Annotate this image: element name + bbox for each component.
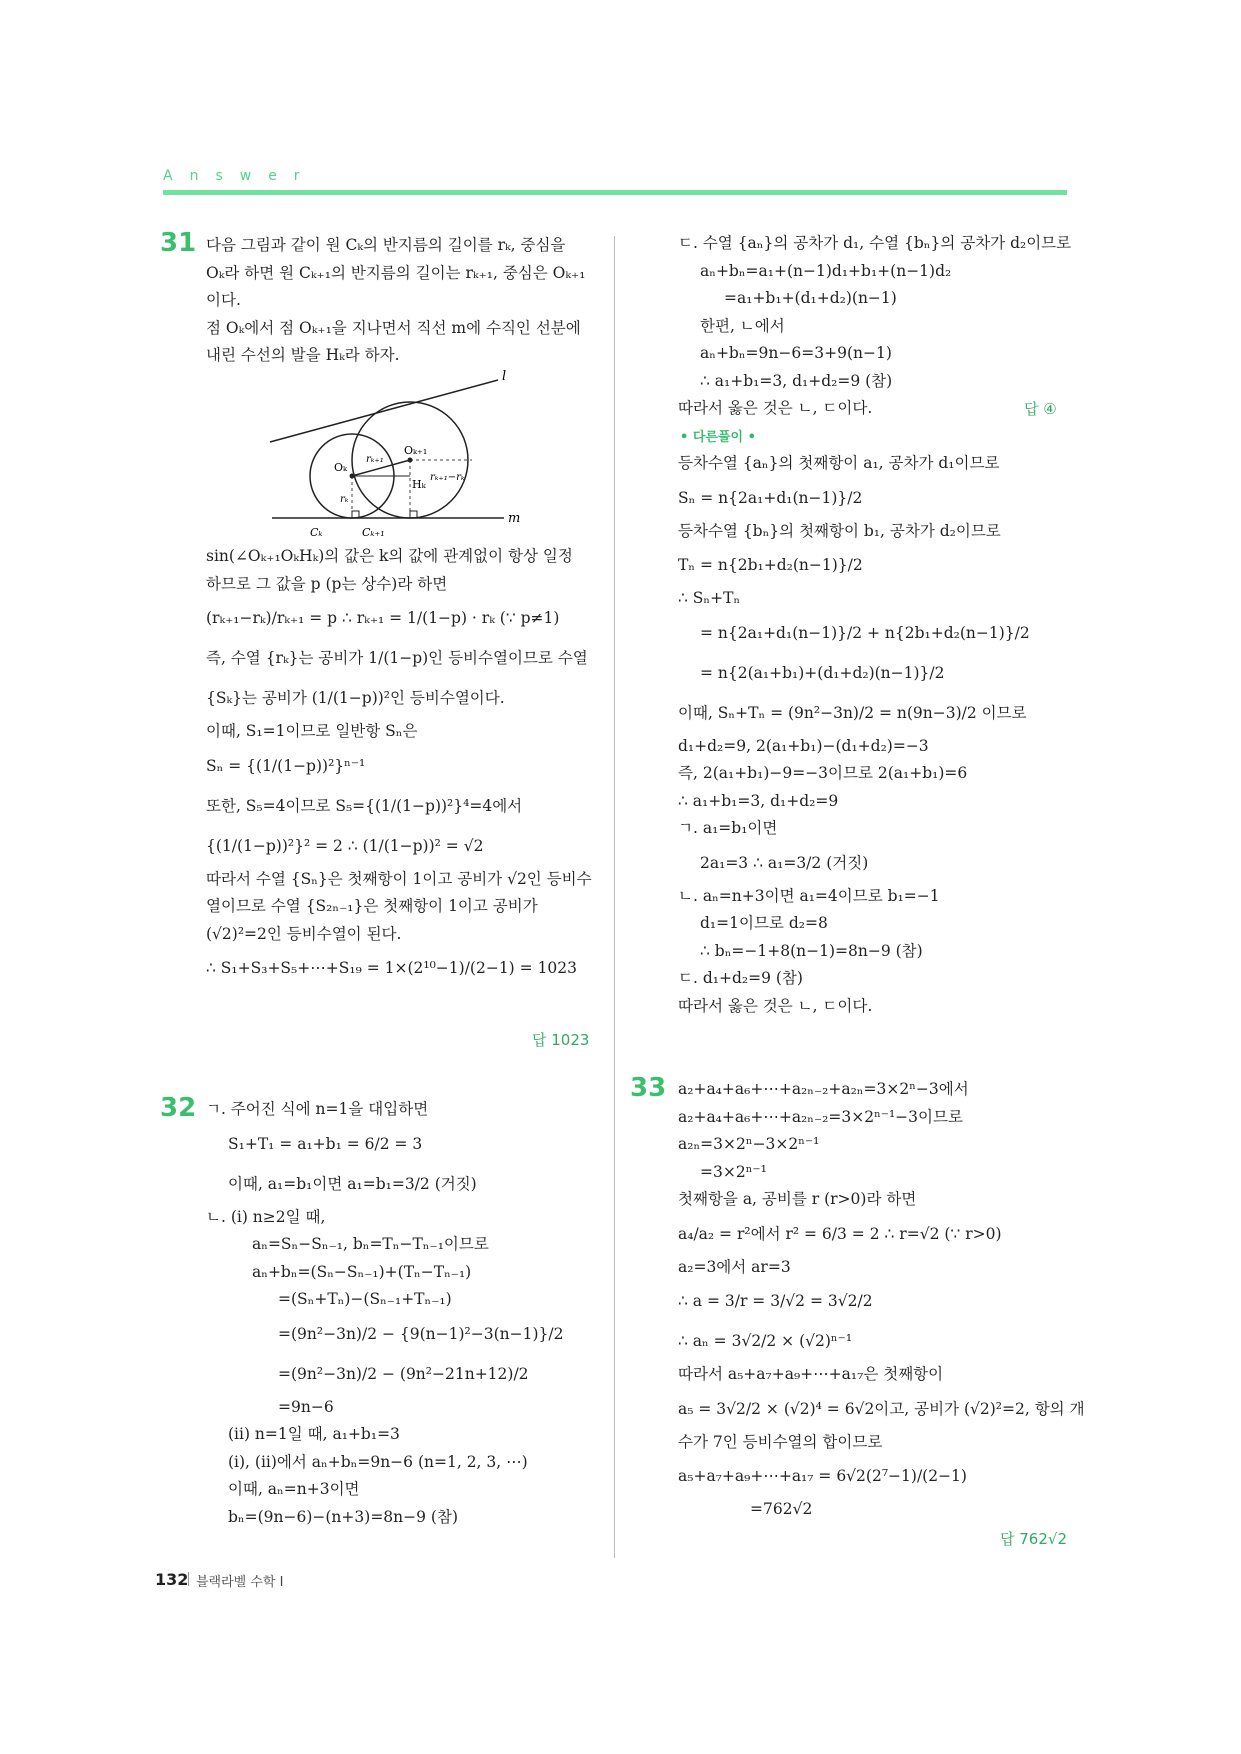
- text-line: ㄷ. 수열 {aₙ}의 공차가 d₁, 수열 {bₙ}의 공차가 d₂이므로: [678, 234, 1072, 252]
- text-line: (√2)²=2인 등비수열이 된다.: [206, 924, 402, 943]
- label-ck1: Cₖ₊₁: [362, 526, 385, 539]
- equation-line: {(1/(1−p))²}² = 2 ∴ (1/(1−p))² = √2: [206, 836, 484, 855]
- equation-line: =(Sₙ+Tₙ)−(Sₙ₋₁+Tₙ₋₁): [278, 1290, 452, 1308]
- center-ok1: [408, 458, 413, 463]
- page-number: 132: [155, 1570, 189, 1589]
- equation-line: ∴ aₙ = 3√2/2 × (√2)ⁿ⁻¹: [678, 1332, 853, 1350]
- q31-intro: [206, 232, 585, 370]
- equation-line: =(9n²−3n)/2 − {9(n−1)²−3(n−1)}/2: [278, 1324, 564, 1343]
- label-ok1: Oₖ₊₁: [404, 444, 428, 457]
- header-rule: [163, 190, 1067, 195]
- label-m: m: [508, 511, 521, 526]
- text-line: (ii) n=1일 때, a₁+b₁=3: [228, 1425, 400, 1443]
- q33-solution: [678, 1076, 1085, 1524]
- equation-line: a₄/a₂ = r²에서 r² = 6/3 = 2 ∴ r=√2 (∵ r>0): [678, 1224, 1002, 1243]
- equation-line: =762√2: [750, 1500, 813, 1518]
- text-line: 이때, a₁=b₁이면 a₁=b₁=3/2 (거짓): [228, 1174, 477, 1193]
- text-line: 내린 수선의 발을 Hₖ라 하자.: [206, 346, 400, 364]
- text-line: 이때, S₁=1이므로 일반항 Sₙ은: [206, 722, 418, 740]
- label-diff: rₖ₊₁−rₖ: [430, 472, 465, 483]
- q32-part-b: [678, 230, 1071, 423]
- question-number-32: 32: [160, 1093, 197, 1123]
- equation-line: aₙ+bₙ=(Sₙ−Sₙ₋₁)+(Tₙ−Tₙ₋₁): [252, 1262, 472, 1281]
- text-line: ㄴ. aₙ=n+3이면 a₁=4이므로 b₁=−1: [678, 886, 940, 905]
- text-line: 등차수열 {aₙ}의 첫째항이 a₁, 공차가 d₁이므로: [678, 454, 1000, 472]
- q32-alt-solution: [678, 450, 1030, 1020]
- q32-part-a: [206, 1096, 563, 1531]
- text-line: {Sₖ}는 공비가 (1/(1−p))²인 등비수열이다.: [206, 689, 505, 707]
- equation-line: Sₙ = n{2a₁+d₁(n−1)}/2: [678, 488, 863, 507]
- header-title: Answer: [163, 168, 317, 184]
- text-line: 즉, 수열 {rₖ}는 공비가 1/(1−p)인 등비수열이므로 수열: [206, 649, 588, 667]
- equation-line: ∴ a₁+b₁=3, d₁+d₂=9 (참): [700, 371, 893, 390]
- equation-line: d₁=1이므로 d₂=8: [700, 914, 828, 932]
- equation-line: 이때, Sₙ+Tₙ = (9n²−3n)/2 = n(9n−3)/2 이므로: [678, 703, 1027, 722]
- text-line: 따라서 수열 {Sₙ}은 첫째항이 1이고 공비가 √2인 등비수: [206, 869, 592, 888]
- book-title: 블랙라벨 수학 Ⅰ: [196, 1575, 284, 1590]
- text-line: 이다.: [206, 291, 241, 309]
- label-hk: Hₖ: [412, 478, 426, 491]
- text-line: Oₖ라 하면 원 Cₖ₊₁의 반지름의 길이는 rₖ₊₁, 중심은 Oₖ₊₁: [206, 263, 586, 282]
- text-line: ㄱ. a₁=b₁이면: [678, 819, 778, 837]
- equation-line: 2a₁=3 ∴ a₁=3/2 (거짓): [700, 853, 869, 872]
- label-l: l: [502, 370, 507, 384]
- text-line: 수가 7인 등비수열의 합이므로: [678, 1432, 883, 1451]
- equation-line: d₁+d₂=9, 2(a₁+b₁)−(d₁+d₂)=−3: [678, 736, 929, 755]
- text-line: ㄴ. (i) n≥2일 때,: [206, 1207, 326, 1226]
- text-line: 다음 그림과 같이 원 Cₖ의 반지름의 길이를 rₖ, 중심을: [206, 236, 566, 254]
- text-line: (i), (ii)에서 aₙ+bₙ=9n−6 (n=1, 2, 3, ⋯): [228, 1452, 528, 1471]
- label-rk1: rₖ₊₁: [366, 454, 384, 465]
- text-line: 하므로 그 값을 p (p는 상수)라 하면: [206, 574, 448, 593]
- equation-line: ∴ a₁+b₁=3, d₁+d₂=9: [678, 791, 839, 810]
- q31-answer: 답 1023: [532, 1031, 590, 1049]
- equation-line: = n{2(a₁+b₁)+(d₁+d₂)(n−1)}/2: [700, 663, 945, 682]
- equation-line: aₙ+bₙ=9n−6=3+9(n−1): [700, 344, 892, 362]
- column-divider: [614, 236, 615, 1558]
- text-line: 따라서 옳은 것은 ㄴ, ㄷ이다.: [678, 399, 873, 417]
- equation-line: ∴ Sₙ+Tₙ: [678, 589, 741, 607]
- equation-line: ∴ S₁+S₃+S₅+⋯+S₁₉ = 1×(2¹⁰−1)/(2−1) = 1023: [206, 959, 578, 977]
- text-line: 등차수열 {bₙ}의 첫째항이 b₁, 공차가 d₂이므로: [678, 521, 1001, 540]
- equation-line: ㄷ. d₁+d₂=9 (참): [678, 969, 803, 987]
- equation-line: = n{2a₁+d₁(n−1)}/2 + n{2b₁+d₂(n−1)}/2: [700, 623, 1030, 642]
- alternative-solution-label: • 다른풀이 •: [680, 430, 756, 445]
- equation-line: =(9n²−3n)/2 − (9n²−21n+12)/2: [278, 1364, 529, 1383]
- equation-line: a₂+a₄+a₆+⋯+a₂ₙ₋₂=3×2ⁿ⁻¹−3이므로: [678, 1107, 963, 1126]
- footer-separator: [188, 1572, 189, 1586]
- q33-answer: 답 762√2: [1000, 1530, 1067, 1548]
- equation-line: aₙ+bₙ=a₁+(n−1)d₁+b₁+(n−1)d₂: [700, 261, 952, 280]
- equation-line: (rₖ₊₁−rₖ)/rₖ₊₁ = p ∴ rₖ₊₁ = 1/(1−p) · rₖ (∵ p≠1): [206, 609, 560, 627]
- equation-line: =3×2ⁿ⁻¹: [700, 1162, 767, 1181]
- equation-line: Sₙ = {(1/(1−p))²}ⁿ⁻¹: [206, 756, 366, 775]
- text-line: 따라서 옳은 것은 ㄴ, ㄷ이다.: [678, 996, 873, 1015]
- text-line: aₙ=Sₙ−Sₙ₋₁, bₙ=Tₙ−Tₙ₋₁이므로: [252, 1235, 489, 1253]
- equation-line: ∴ bₙ=−1+8(n−1)=8n−9 (참): [700, 941, 923, 960]
- equation-line: a₅ = 3√2/2 × (√2)⁴ = 6√2이고, 공비가 (√2)²=2, 항의 개: [678, 1399, 1085, 1418]
- label-ok: Oₖ: [334, 461, 348, 474]
- equation-line: a₂ₙ=3×2ⁿ−3×2ⁿ⁻¹: [678, 1135, 820, 1153]
- question-number-33: 33: [630, 1073, 667, 1103]
- equation-line: S₁+T₁ = a₁+b₁ = 6/2 = 3: [228, 1134, 423, 1153]
- text-line: 이때, aₙ=n+3이면: [228, 1480, 360, 1498]
- text-line: ㄱ. 주어진 식에 n=1을 대입하면: [206, 1100, 429, 1118]
- equation-line: ∴ a = 3/r = 3/√2 = 3√2/2: [678, 1292, 873, 1310]
- q31-figure: [262, 370, 542, 540]
- text-line: 즉, 2(a₁+b₁)−9=−3이므로 2(a₁+b₁)=6: [678, 764, 968, 782]
- equation-line: a₂=3에서 ar=3: [678, 1257, 791, 1276]
- equation-line: =9n−6: [278, 1397, 334, 1416]
- text-line: 첫째항을 a, 공비를 r (r>0)라 하면: [678, 1190, 917, 1208]
- text-line: 열이므로 수열 {S₂ₙ₋₁}은 첫째항이 1이고 공비가: [206, 897, 538, 915]
- label-ck: Cₖ: [310, 526, 323, 539]
- tangent-line-l: [270, 380, 498, 442]
- equation-line: a₅+a₇+a₉+⋯+a₁₇ = 6√2(2⁷−1)/(2−1): [678, 1467, 967, 1485]
- equation-line: bₙ=(9n−6)−(n+3)=8n−9 (참): [228, 1507, 458, 1526]
- text-line: 점 Oₖ에서 점 Oₖ₊₁을 지나면서 직선 m에 수직인 선분에: [206, 318, 581, 337]
- q32-answer: 답 ④: [1024, 400, 1057, 418]
- text-line: sin(∠Oₖ₊₁OₖHₖ)의 값은 k의 값에 관계없이 항상 일정: [206, 547, 573, 565]
- text-line: 또한, S₅=4이므로 S₅={(1/(1−p))²}⁴=4에서: [206, 796, 523, 815]
- equation-line: a₂+a₄+a₆+⋯+a₂ₙ₋₂+a₂ₙ=3×2ⁿ−3에서: [678, 1080, 969, 1098]
- question-number-31: 31: [160, 228, 197, 258]
- center-ok: [350, 474, 355, 479]
- text-line: 따라서 a₅+a₇+a₉+⋯+a₁₇은 첫째항이: [678, 1365, 944, 1383]
- equation-line: =a₁+b₁+(d₁+d₂)(n−1): [724, 289, 897, 307]
- text-line: 한편, ㄴ에서: [700, 316, 785, 335]
- label-rk: rₖ: [340, 494, 349, 505]
- q31-solution: [206, 543, 592, 988]
- equation-line: Tₙ = n{2b₁+d₂(n−1)}/2: [678, 556, 863, 574]
